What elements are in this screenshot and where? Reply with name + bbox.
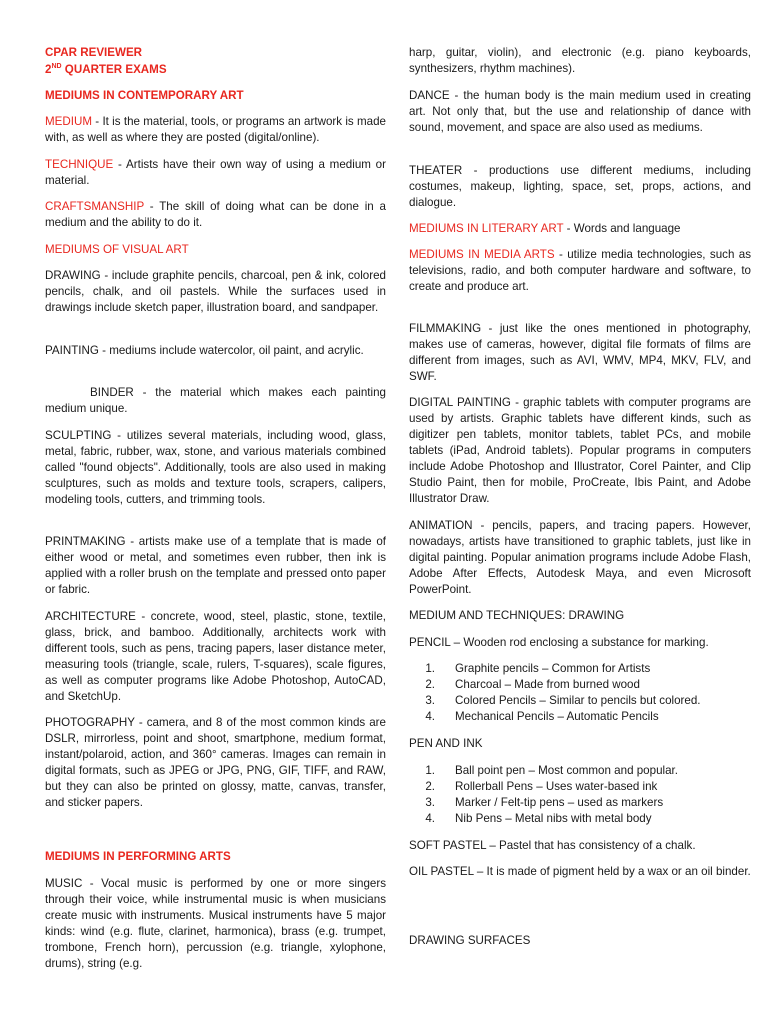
heading-drawing-techniques: MEDIUM AND TECHNIQUES: DRAWING — [409, 609, 625, 622]
paragraph-animation: ANIMATION - pencils, papers, and tracing papers. However, nowadays, artists have transitioned to graphic tablets, just like in digital painting. Popular animation programs include Adobe Flash, Adobe After Effects, Autodesk Maya, and even Microsoft PowerPoint. — [409, 519, 751, 596]
list-item: 2. Rollerball Pens – Uses water-based ink — [425, 780, 658, 793]
paragraph-literary-art: MEDIUMS IN LITERARY ART - Words and language — [409, 222, 681, 235]
paragraph-craftsmanship: CRAFTSMANSHIP - The skill of doing what can be done in a medium and the ability to do it. — [45, 200, 386, 229]
paragraph-drawing: DRAWING - include graphite pencils, charcoal, pen & ink, colored pencils, chalk, and oil pastels. While the surfaces used in drawings include sketch paper, illustration board, and sandpaper. — [45, 269, 386, 314]
list-item: 3. Colored Pencils – Similar to pencils but colored. — [425, 694, 701, 707]
document-title: CPAR REVIEWER — [45, 46, 143, 59]
list-item: 3. Marker / Felt-tip pens – used as markers — [425, 796, 664, 809]
heading-pen-and-ink: PEN AND INK — [409, 737, 483, 750]
heading-performing-arts: MEDIUMS IN PERFORMING ARTS — [45, 850, 231, 863]
paragraph-painting: PAINTING - mediums include watercolor, oil paint, and acrylic. — [45, 344, 364, 357]
paragraph-dance: DANCE - the human body is the main medium used in creating art. Not only that, but the use and relationship of dance with sound, movement, and space are also used as mediums. — [409, 89, 751, 134]
paragraph-sculpting: SCULPTING - utilizes several materials, including wood, glass, metal, fabric, rubber, wax, stone, and various materials combined called "found objects". Additionally, tools are also used in making sculptures, such as molds and texture tools, scrapers, calipers, modeling tools, cutters, and trimming tools. — [45, 429, 386, 506]
paragraph-music: MUSIC - Vocal music is performed by one or more singers through their voice, while instrumental music is when musicians create music with instruments. Musical instruments have 5 major kinds: wind (e.g. flute, clarinet, harmonica), brass (e.g. trumpet, trombone, French horn), percussion (e.g. triangle, xylophone, drums), string (e.g. — [45, 877, 386, 970]
paragraph-binder: BINDER - the material which makes each painting medium unique. — [45, 386, 386, 415]
paragraph-printmaking: PRINTMAKING - artists make use of a template that is made of either wood or metal, and sometimes even rubber, then ink is applied with a roller brush on the template and pressed onto paper or fabric. — [45, 535, 386, 596]
pen-list — [409, 763, 751, 827]
list-item: 4. Mechanical Pencils – Automatic Pencils — [425, 710, 659, 723]
pencil-list — [409, 661, 751, 725]
heading-drawing-surfaces: DRAWING SURFACES — [409, 934, 531, 947]
paragraph-soft-pastel: SOFT PASTEL – Pastel that has consistency of a chalk. — [409, 839, 696, 852]
heading-visual-art: MEDIUMS OF VISUAL ART — [45, 243, 189, 256]
document-subtitle: 2ND QUARTER EXAMS — [45, 63, 167, 76]
paragraph-media-arts: MEDIUMS IN MEDIA ARTS - utilize media technologies, such as televisions, radio, and both computer hardware and software, to create and produce art. — [409, 248, 752, 293]
paragraph-digital-painting: DIGITAL PAINTING - graphic tablets with computer programs are used by artists. Graphic tablets have different kinds, such as digitizer pen tablets, monitor tablets, tablet PCs, and mobile tablets (iPad, Android tablets). Popular programs in computers include Adobe Photoshop and Illustrator, Corel Painter, and Clip Studio Paint, then for mobile, ProCreate, Ibis Paint, and Adobe Illustrator Draw. — [409, 396, 751, 505]
paragraph-pencil: PENCIL – Wooden rod enclosing a substance for marking. — [409, 636, 709, 649]
list-item: 1. Ball point pen – Most common and popular. — [425, 764, 678, 777]
list-item: 4. Nib Pens – Metal nibs with metal body — [425, 812, 652, 825]
heading-contemporary-art: MEDIUMS IN CONTEMPORARY ART — [45, 89, 244, 102]
paragraph-theater: THEATER - productions use different mediums, including costumes, makeup, lighting, space, set, props, actions, and dialogue. — [409, 164, 751, 209]
paragraph-music-continued: harp, guitar, violin), and electronic (e.g. piano keyboards, synthesizers, rhythm machines). — [409, 46, 751, 75]
paragraph-technique: TECHNIQUE - Artists have their own way of using a medium or material. — [45, 158, 386, 187]
list-item: 1. Graphite pencils – Common for Artists — [425, 662, 651, 675]
paragraph-filmmaking: FILMMAKING - just like the ones mentioned in photography, makes use of cameras, however, digital file formats of films are different from images, such as AVI, WMV, MP4, MKV, FLV, and SWF. — [409, 322, 751, 383]
paragraph-architecture: ARCHITECTURE - concrete, wood, steel, plastic, stone, textile, glass, brick, and bamboo. Additionally, architects work with different tools, such as pens, tracing papers, laser distance meter, measuring tools (triangle, scale, rulers, T-squares), scale figures, as well as computer programs like Adobe Photoshop, AutoCAD, and SketchUp. — [45, 610, 386, 703]
list-item: 2. Charcoal – Made from burned wood — [425, 678, 640, 691]
paragraph-photography: PHOTOGRAPHY - camera, and 8 of the most common kinds are DSLR, mirrorless, point and shoot, smartphone, medium format, instant/polaroid, action, and 360° cameras. Images can remain in digital formats, such as JPEG or JPG, PNG, GIF, TIFF, and RAW, but they can also be printed on glossy, matte, canvas, transfer, and sticker papers. — [45, 716, 386, 809]
paragraph-oil-pastel: OIL PASTEL – It is made of pigment held by a wax or an oil binder. — [409, 865, 751, 878]
paragraph-medium: MEDIUM - It is the material, tools, or programs an artwork is made with, as well as where they are posted (digital/online). — [45, 115, 386, 144]
